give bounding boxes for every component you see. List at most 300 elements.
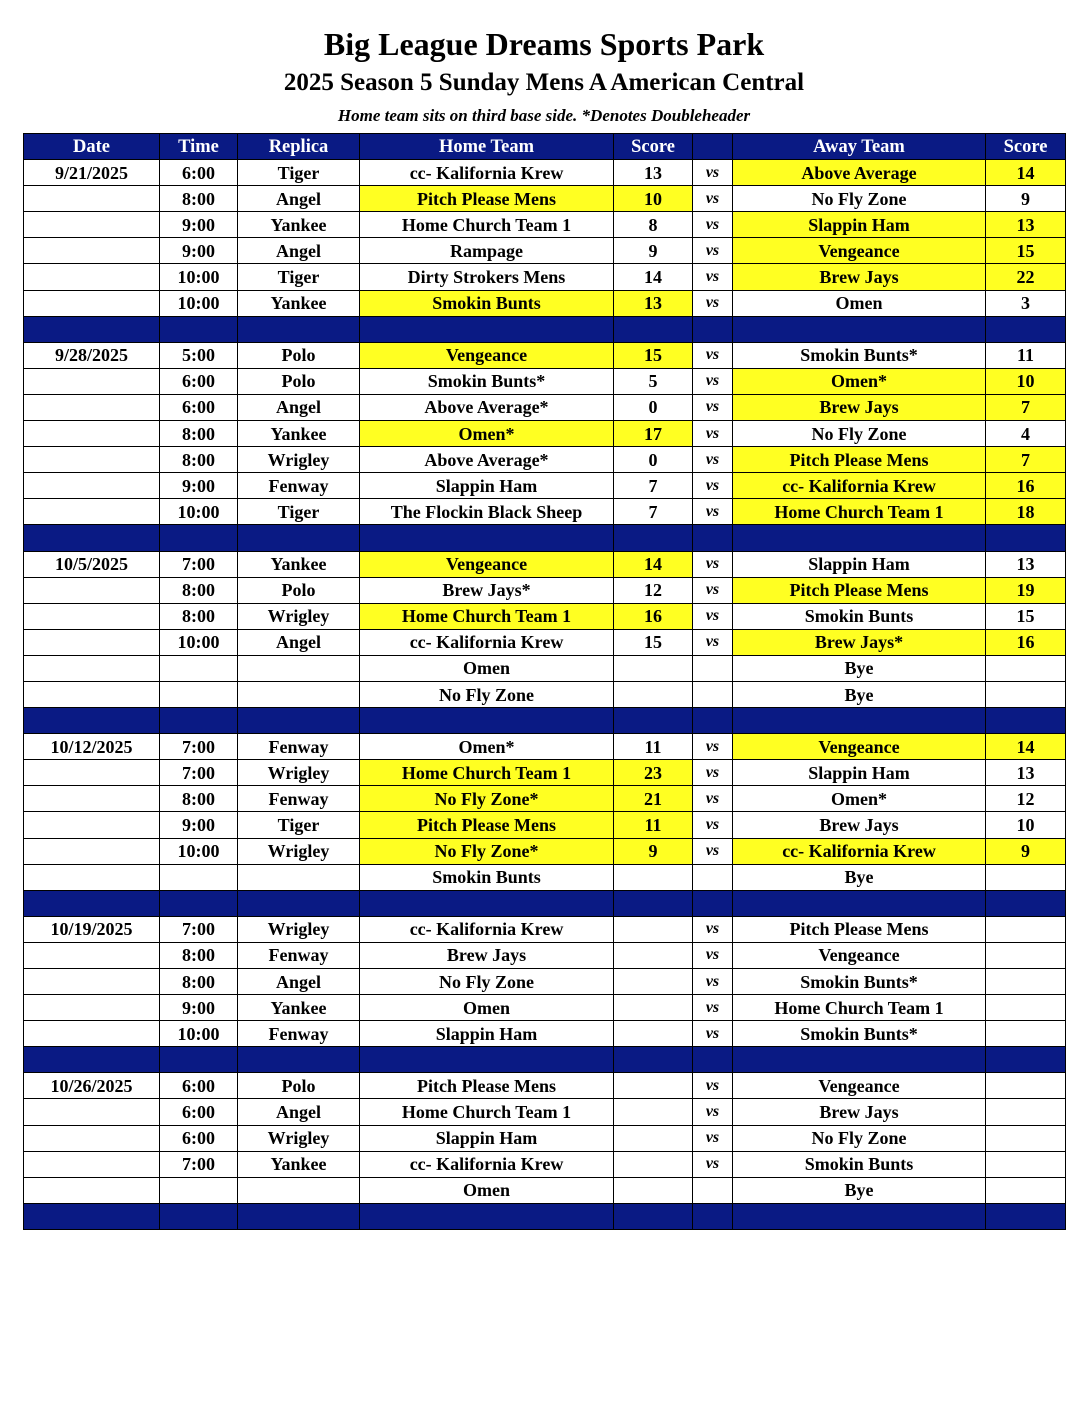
separator-cell [693,708,733,734]
away-team-cell: Brew Jays [733,394,986,420]
time-cell: 9:00 [160,995,238,1021]
away-score-cell: 15 [986,238,1066,264]
away-team-cell: cc- Kalifornia Krew [733,473,986,499]
time-cell: 8:00 [160,577,238,603]
away-team-cell: Bye [733,681,986,707]
replica-cell: Fenway [238,734,360,760]
home-team-cell: Omen [360,1177,614,1203]
replica-cell: Angel [238,629,360,655]
replica-cell: Yankee [238,1151,360,1177]
table-row [24,186,1066,212]
replica-cell: Wrigley [238,447,360,473]
time-cell: 5:00 [160,342,238,368]
vs-cell [693,681,733,707]
away-score-cell: 22 [986,264,1066,290]
col-header-home-team: Home Team [360,134,614,160]
table-row [24,264,1066,290]
table-row [24,1125,1066,1151]
home-team-cell: Omen* [360,421,614,447]
col-header-vs [693,134,733,160]
date-cell [24,681,160,707]
home-team-cell: Above Average* [360,447,614,473]
home-team-cell: Smokin Bunts [360,290,614,316]
vs-cell: vs [693,760,733,786]
vs-cell: vs [693,394,733,420]
vs-cell: vs [693,1021,733,1047]
home-score-cell [614,1177,693,1203]
away-score-cell: 19 [986,577,1066,603]
home-team-cell: Slappin Ham [360,1021,614,1047]
home-score-cell: 14 [614,551,693,577]
away-score-cell [986,1021,1066,1047]
away-score-cell: 12 [986,786,1066,812]
vs-cell [693,655,733,681]
separator-cell [24,525,160,551]
away-team-cell: Omen* [733,786,986,812]
home-score-cell: 9 [614,238,693,264]
away-team-cell: Smokin Bunts [733,603,986,629]
date-cell [24,473,160,499]
home-team-cell: No Fly Zone* [360,838,614,864]
separator-cell [986,525,1066,551]
time-cell: 10:00 [160,290,238,316]
time-cell: 9:00 [160,812,238,838]
separator-cell [986,1047,1066,1073]
away-score-cell [986,995,1066,1021]
time-cell [160,681,238,707]
away-team-cell: Home Church Team 1 [733,499,986,525]
vs-cell: vs [693,160,733,186]
away-score-cell: 13 [986,760,1066,786]
separator-cell [160,316,238,342]
time-cell: 7:00 [160,760,238,786]
separator-cell [160,1047,238,1073]
replica-cell: Polo [238,577,360,603]
replica-cell: Fenway [238,1021,360,1047]
table-row [24,629,1066,655]
date-cell [24,655,160,681]
vs-cell: vs [693,942,733,968]
time-cell: 8:00 [160,942,238,968]
table-row [24,916,1066,942]
time-cell: 9:00 [160,212,238,238]
time-cell: 8:00 [160,186,238,212]
vs-cell: vs [693,473,733,499]
separator-cell [360,525,614,551]
week-separator-row [24,1203,1066,1229]
separator-cell [160,708,238,734]
separator-cell [238,1047,360,1073]
separator-cell [614,890,693,916]
separator-cell [693,1203,733,1229]
away-team-cell: No Fly Zone [733,421,986,447]
time-cell: 6:00 [160,160,238,186]
date-cell: 9/28/2025 [24,342,160,368]
replica-cell: Yankee [238,290,360,316]
separator-cell [238,1203,360,1229]
away-score-cell: 9 [986,186,1066,212]
separator-cell [733,890,986,916]
time-cell: 10:00 [160,1021,238,1047]
home-team-cell: The Flockin Black Sheep [360,499,614,525]
separator-cell [614,1047,693,1073]
home-score-cell: 0 [614,447,693,473]
away-score-cell: 18 [986,499,1066,525]
home-team-cell: Above Average* [360,394,614,420]
date-cell [24,942,160,968]
separator-cell [238,708,360,734]
table-row [24,760,1066,786]
home-team-cell: cc- Kalifornia Krew [360,629,614,655]
col-header-away-team: Away Team [733,134,986,160]
away-team-cell: Bye [733,655,986,681]
time-cell: 7:00 [160,1151,238,1177]
replica-cell: Wrigley [238,838,360,864]
replica-cell: Yankee [238,212,360,238]
replica-cell: Tiger [238,160,360,186]
date-cell [24,603,160,629]
away-team-cell: Brew Jays* [733,629,986,655]
away-team-cell: Slappin Ham [733,212,986,238]
replica-cell: Tiger [238,812,360,838]
separator-cell [24,890,160,916]
page-subtitle: 2025 Season 5 Sunday Mens A American Central [283,69,805,96]
home-team-cell: cc- Kalifornia Krew [360,160,614,186]
away-team-cell: Brew Jays [733,264,986,290]
schedule-body [24,160,1066,1230]
separator-cell [24,708,160,734]
away-score-cell: 3 [986,290,1066,316]
date-cell [24,1099,160,1125]
date-cell: 10/5/2025 [24,551,160,577]
vs-cell: vs [693,916,733,942]
table-row [24,1099,1066,1125]
away-team-cell: Slappin Ham [733,760,986,786]
table-row [24,655,1066,681]
vs-cell: vs [693,421,733,447]
date-cell: 10/26/2025 [24,1073,160,1099]
table-row [24,603,1066,629]
away-score-cell: 4 [986,421,1066,447]
time-cell: 6:00 [160,394,238,420]
replica-cell [238,1177,360,1203]
separator-cell [160,525,238,551]
away-score-cell: 13 [986,551,1066,577]
table-row [24,577,1066,603]
home-team-cell: Smokin Bunts* [360,368,614,394]
home-score-cell: 7 [614,473,693,499]
separator-cell [160,1203,238,1229]
home-score-cell [614,1099,693,1125]
separator-cell [986,316,1066,342]
schedule-table [23,133,1066,1230]
home-team-cell: Pitch Please Mens [360,812,614,838]
home-score-cell: 15 [614,342,693,368]
home-score-cell: 13 [614,160,693,186]
away-team-cell: Smokin Bunts* [733,1021,986,1047]
vs-cell: vs [693,238,733,264]
away-team-cell: Omen* [733,368,986,394]
home-team-cell: Smokin Bunts [360,864,614,890]
replica-cell: Angel [238,1099,360,1125]
away-team-cell: Brew Jays [733,812,986,838]
replica-cell: Angel [238,186,360,212]
separator-cell [733,525,986,551]
date-cell [24,368,160,394]
away-team-cell: Vengeance [733,734,986,760]
table-row [24,1021,1066,1047]
time-cell: 8:00 [160,421,238,447]
date-cell [24,786,160,812]
table-row [24,290,1066,316]
vs-cell: vs [693,1099,733,1125]
home-team-cell: cc- Kalifornia Krew [360,1151,614,1177]
date-cell [24,238,160,264]
away-score-cell [986,1099,1066,1125]
replica-cell: Tiger [238,264,360,290]
home-score-cell: 13 [614,290,693,316]
home-score-cell [614,916,693,942]
home-score-cell [614,969,693,995]
time-cell: 10:00 [160,499,238,525]
home-team-cell: No Fly Zone* [360,786,614,812]
home-score-cell: 7 [614,499,693,525]
home-team-cell: Slappin Ham [360,473,614,499]
table-row [24,1073,1066,1099]
home-team-cell: Slappin Ham [360,1125,614,1151]
home-score-cell: 15 [614,629,693,655]
vs-cell: vs [693,1151,733,1177]
home-score-cell [614,1021,693,1047]
away-score-cell [986,681,1066,707]
away-score-cell: 16 [986,473,1066,499]
table-row [24,421,1066,447]
home-score-cell: 5 [614,368,693,394]
vs-cell [693,1177,733,1203]
date-cell: 9/21/2025 [24,160,160,186]
home-score-cell [614,1073,693,1099]
date-cell [24,760,160,786]
home-team-cell: Home Church Team 1 [360,603,614,629]
separator-cell [733,1203,986,1229]
table-row [24,160,1066,186]
home-team-cell: Rampage [360,238,614,264]
week-separator-row [24,1047,1066,1073]
col-header-date: Date [24,134,160,160]
time-cell: 7:00 [160,551,238,577]
away-team-cell: Vengeance [733,1073,986,1099]
vs-cell: vs [693,969,733,995]
away-score-cell: 11 [986,342,1066,368]
separator-cell [360,890,614,916]
home-score-cell [614,864,693,890]
separator-cell [360,708,614,734]
time-cell: 7:00 [160,916,238,942]
away-team-cell: Bye [733,864,986,890]
time-cell: 6:00 [160,368,238,394]
home-score-cell: 16 [614,603,693,629]
vs-cell: vs [693,499,733,525]
vs-cell: vs [693,264,733,290]
time-cell: 10:00 [160,264,238,290]
separator-cell [24,1203,160,1229]
separator-cell [614,1203,693,1229]
vs-cell: vs [693,212,733,238]
away-team-cell: Pitch Please Mens [733,916,986,942]
away-team-cell: No Fly Zone [733,1125,986,1151]
away-score-cell: 7 [986,394,1066,420]
vs-cell: vs [693,995,733,1021]
table-row [24,942,1066,968]
home-score-cell: 11 [614,812,693,838]
replica-cell [238,655,360,681]
replica-cell: Wrigley [238,760,360,786]
home-score-cell [614,1125,693,1151]
separator-cell [693,890,733,916]
table-row [24,1177,1066,1203]
table-row [24,995,1066,1021]
table-row [24,394,1066,420]
vs-cell: vs [693,603,733,629]
away-score-cell: 7 [986,447,1066,473]
page-note: Home team sits on third base side. *Denotes Doubleheader [337,106,751,125]
replica-cell: Polo [238,1073,360,1099]
home-score-cell: 21 [614,786,693,812]
vs-cell: vs [693,368,733,394]
separator-cell [733,1047,986,1073]
away-team-cell: Home Church Team 1 [733,995,986,1021]
time-cell: 9:00 [160,473,238,499]
date-cell [24,394,160,420]
time-cell [160,864,238,890]
away-score-cell: 9 [986,838,1066,864]
vs-cell [693,864,733,890]
replica-cell: Fenway [238,473,360,499]
col-header-time: Time [160,134,238,160]
home-score-cell: 23 [614,760,693,786]
table-row [24,864,1066,890]
separator-cell [693,316,733,342]
date-cell [24,264,160,290]
table-row [24,786,1066,812]
home-team-cell: Brew Jays* [360,577,614,603]
week-separator-row [24,708,1066,734]
replica-cell [238,681,360,707]
time-cell: 7:00 [160,734,238,760]
home-team-cell: Pitch Please Mens [360,186,614,212]
separator-cell [360,1203,614,1229]
home-team-cell: Vengeance [360,551,614,577]
time-cell: 8:00 [160,447,238,473]
date-cell [24,864,160,890]
date-cell [24,577,160,603]
away-team-cell: cc- Kalifornia Krew [733,838,986,864]
separator-cell [360,1047,614,1073]
away-score-cell: 14 [986,734,1066,760]
home-score-cell: 10 [614,186,693,212]
away-score-cell [986,942,1066,968]
home-score-cell: 11 [614,734,693,760]
date-cell [24,212,160,238]
away-score-cell: 14 [986,160,1066,186]
home-score-cell [614,655,693,681]
col-header-away-score: Score [986,134,1066,160]
separator-cell [360,316,614,342]
table-row [24,238,1066,264]
time-cell [160,655,238,681]
home-team-cell: Vengeance [360,342,614,368]
vs-cell: vs [693,629,733,655]
home-score-cell [614,681,693,707]
home-team-cell: Omen [360,655,614,681]
date-cell [24,1021,160,1047]
table-row [24,368,1066,394]
vs-cell: vs [693,342,733,368]
vs-cell: vs [693,1073,733,1099]
table-row [24,342,1066,368]
vs-cell: vs [693,838,733,864]
away-team-cell: Brew Jays [733,1099,986,1125]
replica-cell: Fenway [238,786,360,812]
table-row [24,734,1066,760]
away-team-cell: No Fly Zone [733,186,986,212]
date-cell [24,447,160,473]
date-cell: 10/19/2025 [24,916,160,942]
home-score-cell [614,1151,693,1177]
table-row [24,447,1066,473]
separator-cell [733,316,986,342]
table-row [24,969,1066,995]
separator-cell [733,708,986,734]
home-team-cell: Home Church Team 1 [360,1099,614,1125]
separator-cell [160,890,238,916]
date-cell [24,629,160,655]
separator-cell [238,525,360,551]
time-cell: 8:00 [160,969,238,995]
home-score-cell: 12 [614,577,693,603]
date-cell [24,499,160,525]
away-team-cell: Slappin Ham [733,551,986,577]
table-row [24,1151,1066,1177]
home-team-cell: Brew Jays [360,942,614,968]
home-team-cell: Omen* [360,734,614,760]
replica-cell: Angel [238,969,360,995]
home-score-cell: 14 [614,264,693,290]
table-row [24,499,1066,525]
away-team-cell: Vengeance [733,942,986,968]
table-row [24,473,1066,499]
away-team-cell: Pitch Please Mens [733,577,986,603]
time-cell [160,1177,238,1203]
replica-cell: Tiger [238,499,360,525]
date-cell [24,1151,160,1177]
vs-cell: vs [693,812,733,838]
away-score-cell: 10 [986,368,1066,394]
replica-cell: Wrigley [238,916,360,942]
replica-cell: Wrigley [238,603,360,629]
separator-cell [693,525,733,551]
week-separator-row [24,316,1066,342]
home-team-cell: No Fly Zone [360,969,614,995]
col-header-home-score: Score [614,134,693,160]
separator-cell [614,708,693,734]
away-team-cell: Above Average [733,160,986,186]
away-score-cell [986,1177,1066,1203]
away-score-cell [986,655,1066,681]
away-team-cell: Vengeance [733,238,986,264]
date-cell [24,995,160,1021]
replica-cell: Polo [238,342,360,368]
